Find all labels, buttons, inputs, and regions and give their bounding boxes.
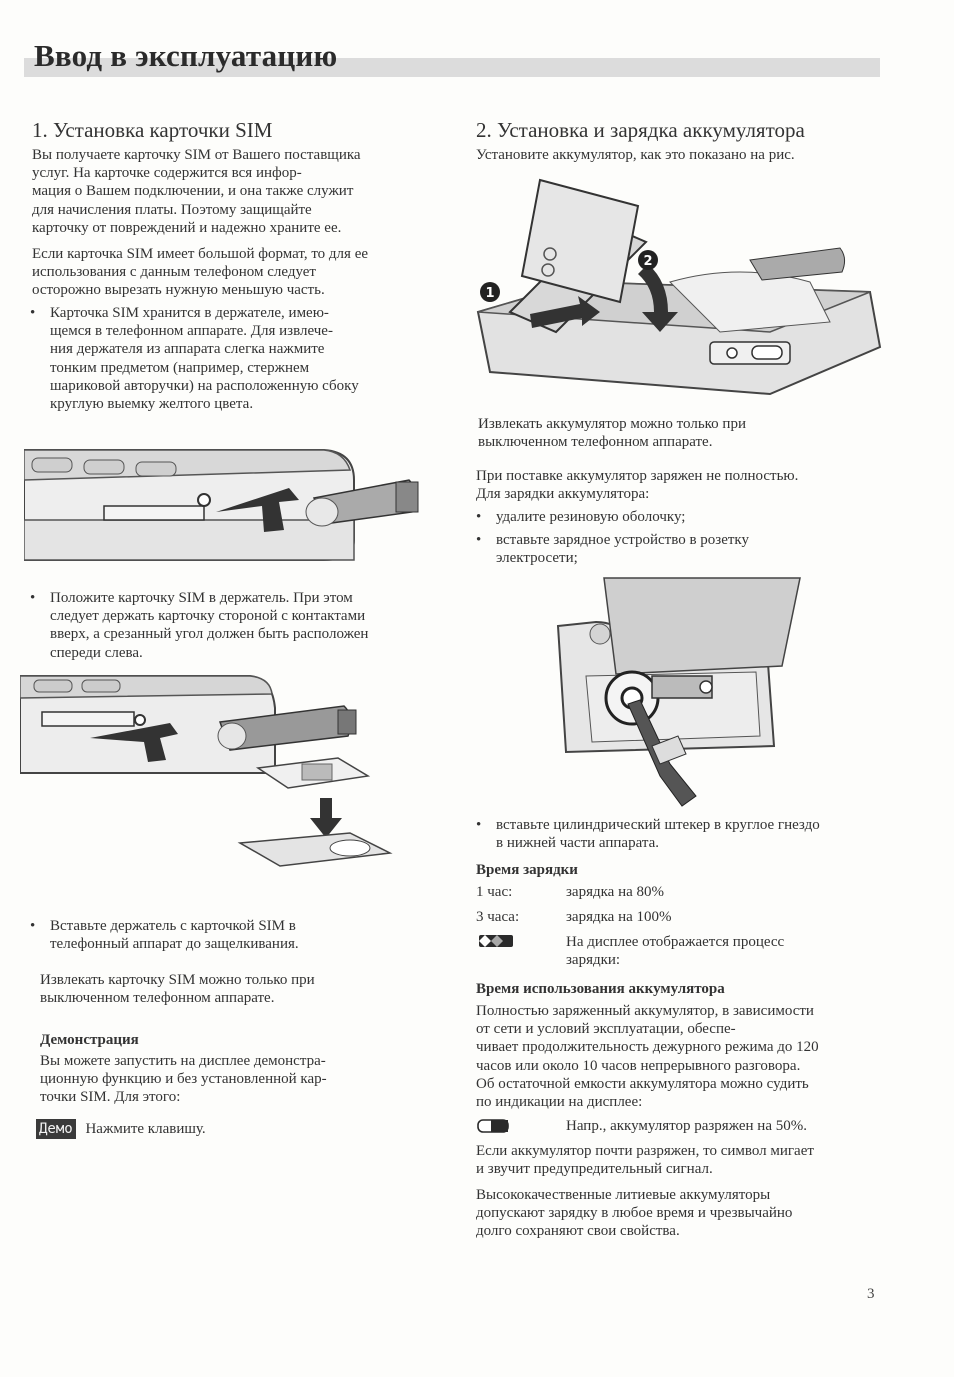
- page-title: Ввод в эксплуатацию: [34, 38, 338, 73]
- battery-charge-intro: При поставке аккумулятор заряжен не полностью. Для зарядки аккумулятора:: [476, 468, 799, 503]
- demo-paragraph: Вы можете запустить на дисплее демонстра- ционную функцию и без установленной кар- точки SIM. Для этого:: [40, 1053, 327, 1106]
- usage-paragraph: Полностью заряженный аккумулятор, в зависимости от сети и условий эксплуатации, обеспе- чивает продолжительность дежурного режима до 120 часов или около 10 часов непрерывного разговора. Об остаточной емкости аккумулятора можно судить по индикации на дисплее:: [476, 1003, 819, 1111]
- remove-cover-bullet: • удалите резиновую оболочку;: [476, 508, 685, 526]
- sim-place-bullet: • Положите карточку SIM в держатель. При этом следует держать карточку стороной с контактами вверх, а срезанный угол должен быть расположен спереди слева.: [30, 589, 368, 662]
- battery-remove-note: Извлекать аккумулятор можно только при выключенном телефонном аппарате.: [478, 416, 746, 451]
- lithium-paragraph: Высококачественные литиевые аккумуляторы допускают зарядку в любое время и чрезвычайно долго сохраняют свои свойства.: [476, 1187, 793, 1240]
- demo-heading: Демонстрация: [40, 1032, 139, 1048]
- charging-battery-icon: [477, 934, 515, 948]
- battery-intro: Установите аккумулятор, как это показано на рис.: [476, 147, 795, 163]
- marker-2: 2: [643, 254, 653, 269]
- sim-intro-paragraph: Вы получаете карточку SIM от Вашего поставщика услуг. На карточке содержится вся инфор- мация о Вашем подключении, и она также служит для начисления платы. Поэтому защищайте карточку от повреждений и надежно храните ее.: [32, 147, 361, 236]
- battery-install-illustration: [470, 172, 890, 400]
- sim-remove-note: Извлекать карточку SIM можно только при выключенном телефонном аппарате.: [40, 972, 315, 1007]
- insert-plug-bullet: • вставьте цилиндрический штекер в круглое гнездо в нижней части аппарата.: [476, 816, 820, 852]
- low-battery-paragraph: Если аккумулятор почти разряжен, то символ мигает и звучит предупредительный сигнал.: [476, 1143, 814, 1178]
- plug-charger-bullet: • вставьте зарядное устройство в розетку электросети;: [476, 531, 749, 567]
- sim-size-paragraph: Если карточка SIM имеет большой формат, то для ее использования с данным телефоном следует осторожно вырезать нужную меньшую часть.: [32, 246, 369, 299]
- charge-row-3h: 3 часа:: [476, 909, 520, 925]
- charge-time-heading: Время зарядки: [476, 862, 578, 878]
- section-heading-battery: 2. Установка и зарядка аккумулятора: [476, 118, 805, 142]
- battery-example-text: Напр., аккумулятор разряжен на 50%.: [566, 1118, 807, 1134]
- charger-connector-illustration: [556, 576, 808, 808]
- usage-time-heading: Время использования аккумулятора: [476, 981, 725, 997]
- sim-insert-bullet: • Вставьте держатель с карточкой SIM в телефонный аппарат до защелкивания.: [30, 917, 299, 953]
- marker-1: 1: [485, 286, 495, 301]
- battery-half-icon: [477, 1119, 511, 1133]
- charge-row-3h-value: зарядка на 100%: [566, 909, 672, 925]
- section-heading-sim: 1. Установка карточки SIM: [32, 118, 273, 142]
- page-number: 3: [867, 1286, 875, 1302]
- sim-eject-illustration: [24, 440, 424, 570]
- sim-holder-bullet: • Карточка SIM хранится в держателе, имею- щемся в телефонном аппарате. Для извлече- ния держателя из аппарата слегка нажмите тонким предметом (например, стержнем шариковой авторучки) на расположенную сбоку круглую выемку желтого цвета.: [30, 304, 359, 413]
- demo-key: Демо: [36, 1119, 76, 1139]
- charge-row-1h-value: зарядка на 80%: [566, 884, 665, 900]
- charge-row-1h: 1 час:: [476, 884, 513, 900]
- sim-insert-illustration: [20, 668, 424, 878]
- charge-display-text: На дисплее отображается процесс зарядки:: [566, 934, 785, 969]
- demo-action-text: Нажмите клавишу.: [85, 1121, 206, 1137]
- demo-key-row: [36, 1119, 206, 1139]
